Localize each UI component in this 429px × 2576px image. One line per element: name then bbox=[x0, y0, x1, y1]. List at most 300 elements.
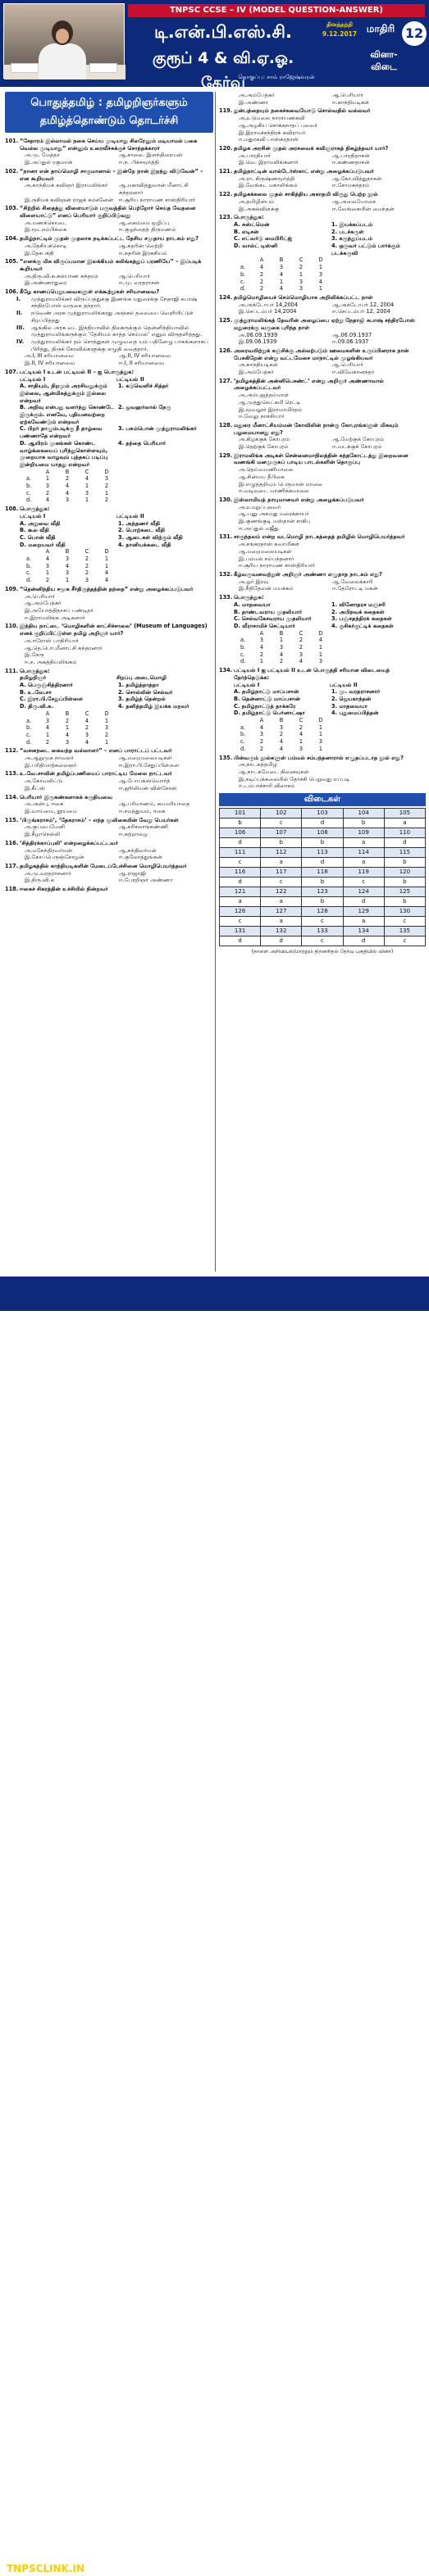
match-right: 2. பொற்கடை வீதி bbox=[118, 527, 166, 534]
code-cell: C bbox=[299, 256, 303, 264]
answer-option: அ.மகேந்திரவர்மன் bbox=[25, 846, 73, 854]
code-cell: 4 bbox=[45, 497, 50, 504]
answer-key: d bbox=[220, 838, 261, 848]
answer-option: இ.அப்துல் ரகுமான் bbox=[25, 159, 73, 166]
question-number: 135. bbox=[219, 754, 233, 761]
answer-option: ஈ.ச. அகத்தியலிங்கம் bbox=[25, 658, 77, 665]
option-grid bbox=[5, 220, 213, 234]
question-block bbox=[5, 168, 213, 204]
question-stem bbox=[5, 205, 213, 219]
question-text: கீழ்வருவனவற்றுள் அறிஞர் அண்ணா எழுதாத நாடகம் எது? bbox=[234, 571, 382, 578]
section-heading bbox=[5, 92, 213, 133]
answer-number-row bbox=[220, 927, 426, 937]
question-number: 130. bbox=[219, 496, 233, 503]
code-row bbox=[240, 264, 331, 271]
code-cell: 4 bbox=[279, 745, 284, 752]
code-cell: 4 bbox=[84, 475, 89, 483]
code-cell: 1 bbox=[279, 278, 284, 285]
answer-key-row bbox=[220, 858, 426, 868]
answer-option: அ.கோவலிட்டு bbox=[25, 778, 62, 785]
answers-note: (நாளை அறிவியல்/மாற்றும் திறனறிதல் தேர்வு பகுதியில் வினா) bbox=[251, 949, 394, 955]
answer-key: b bbox=[302, 838, 343, 848]
answer-option: ஈ.தேரோட்டி மகன் bbox=[332, 585, 378, 592]
option-grid bbox=[5, 152, 213, 166]
code-row bbox=[26, 569, 116, 577]
code-cell: c. bbox=[240, 738, 245, 746]
question-text: தமிழகத்தில் காந்தியடிகளின் மேடைப்பேச்சினை மொழிபெயர்த்தவர் bbox=[20, 862, 187, 869]
question-block bbox=[219, 317, 426, 346]
question-text: அரைவயிற்றுக் கஞ்சிக்கு அல்லற்படும் ஊமைகளின் உருப்பினராக நான் பேசுகிறேன் என்று வட்டமேசை மாநாட்டில் முழங்கியவர் bbox=[234, 347, 409, 361]
code-cell: 1 bbox=[318, 651, 323, 658]
answer-option: இ.நீதிதேவன் மயக்கம் bbox=[239, 585, 294, 592]
code-cell: d. bbox=[240, 745, 246, 752]
question-number: 131. bbox=[219, 533, 233, 541]
answer-option: இ.09.06.1939 bbox=[239, 338, 277, 346]
code-row bbox=[240, 256, 331, 264]
question-stem bbox=[5, 586, 213, 593]
answer-option: ஆ.முத்துலெட்சுமி ரெட்டி bbox=[239, 398, 301, 406]
answer-option: ஆ.நந்திவர்மன் bbox=[119, 846, 157, 854]
code-cell: 3 bbox=[84, 577, 89, 584]
match-header bbox=[5, 376, 213, 383]
answer-option: அ.அன்பு, ஈகை bbox=[25, 800, 64, 808]
match-row bbox=[5, 404, 213, 425]
code-cell: 4 bbox=[45, 556, 50, 563]
answer-option: ஈ.காந்தியடிகள் bbox=[332, 98, 370, 106]
code-cell: 2 bbox=[65, 475, 70, 483]
code-cell bbox=[240, 717, 252, 724]
match-row bbox=[5, 440, 213, 469]
match-left: B. தென்னாட்டு மாப்பசான் bbox=[234, 695, 300, 702]
option-list bbox=[219, 115, 426, 143]
answer-number: 111 bbox=[220, 848, 261, 858]
answer-option: ஆ.நாடகமேடை நினைவுகள் bbox=[239, 768, 309, 775]
code-table bbox=[240, 717, 331, 753]
code-cell: 1 bbox=[279, 637, 284, 644]
match-header-list1: பட்டியல் I bbox=[20, 512, 46, 519]
question-number: 122. bbox=[219, 191, 233, 198]
match-header-list2: பட்டியல் II bbox=[116, 375, 144, 383]
code-cell: 1 bbox=[65, 577, 70, 584]
answer-option: அ.மு.வரதராசனார் bbox=[25, 869, 71, 877]
header-banner bbox=[0, 0, 429, 92]
code-table bbox=[240, 630, 331, 666]
question-stem bbox=[219, 497, 426, 504]
answer-number: 112 bbox=[261, 848, 302, 858]
answer-key: c bbox=[261, 819, 302, 828]
answer-number: 124 bbox=[343, 887, 384, 897]
option-grid bbox=[219, 152, 426, 166]
answer-option: ஆ.கைம்மை ஒழிப்பு bbox=[119, 219, 170, 226]
question-block bbox=[219, 168, 426, 189]
option-grid bbox=[5, 800, 213, 814]
answer-option: அ.அம்பேத்கர் bbox=[239, 92, 275, 98]
match-right: 4. தந்தை பெரியார் bbox=[118, 439, 167, 447]
answer-option: ஆ.மகாவித்துவான் மீனாட்சி சுந்தரனார் bbox=[119, 182, 189, 196]
option-grid bbox=[5, 870, 213, 884]
match-row bbox=[219, 696, 426, 703]
question-number: 125. bbox=[219, 317, 233, 324]
option-grid bbox=[5, 352, 213, 366]
question-number: 108. bbox=[5, 506, 19, 513]
answer-option: இ.பரிதிமாற்கலைஞர் bbox=[25, 761, 77, 769]
code-cell: 2 bbox=[45, 738, 50, 746]
answer-option: அ.ஆறுமுக நாவலர் bbox=[25, 755, 74, 762]
option-grid bbox=[5, 778, 213, 791]
section-title-line1: பொதுத்தமிழ் : தமிழறிஞர்களும் bbox=[30, 97, 188, 109]
answer-option: ஈ.கற்றாழை bbox=[119, 831, 148, 838]
code-cell: 3 bbox=[299, 278, 303, 285]
answer-number: 103 bbox=[302, 809, 343, 819]
code-cell: 2 bbox=[104, 497, 109, 504]
answer-option: ஈ.அப்துல் மஜீது bbox=[239, 524, 279, 532]
match-row bbox=[5, 696, 213, 703]
match-right: 4. புதுமைப்பித்தன் bbox=[331, 710, 379, 717]
match-left: B. அறிவு என்பது வளர்ந்து கொண்டே இருக்கும். எனவே, புதியனவற்றை ஏற்கவேண்டும் என்றவர் bbox=[20, 404, 114, 425]
code-cell: B bbox=[279, 256, 284, 264]
code-cell: 1 bbox=[84, 497, 89, 504]
answer-option: அ.மணக்கொடை bbox=[25, 219, 67, 226]
code-cell: 3 bbox=[84, 731, 89, 738]
match-header-list1: பட்டியல் I bbox=[20, 375, 46, 383]
match-header-list2: பட்டியல் II bbox=[116, 512, 144, 519]
answer-option: அ.06.09.1939 bbox=[239, 331, 278, 338]
statement-text: ஆங்கில அரசு வட இந்தியாவில் திலகருக்கும் தென்னிந்தியாவில் முத்துராமலிங்கருக்கும் ‘தேசியம் காத்த செம்மல்’ எனும் விருதளித்தது. bbox=[31, 324, 203, 338]
answer-option: இ.அம்பேத்கர் bbox=[239, 369, 274, 376]
question-block bbox=[5, 770, 213, 791]
code-cell: D bbox=[104, 468, 109, 475]
question-stem bbox=[5, 886, 213, 893]
answer-key: b bbox=[220, 819, 261, 828]
code-cell: 3 bbox=[318, 658, 323, 665]
answer-option: ஈ.I, II சரியானவை bbox=[119, 360, 165, 367]
statement-roman: II. bbox=[16, 310, 23, 317]
question-text: “நானா என் தாய்மொழி சாகுமானால் – இன்றே நான் இறந்து விடுவேன்” – என கூறியவர் bbox=[20, 167, 203, 182]
code-cell: 1 bbox=[259, 658, 264, 665]
match-left: D. வால்ட் டிஸ்னி bbox=[234, 243, 278, 250]
q118-options bbox=[219, 92, 426, 106]
question-text: ‘சித்திரக்காப்புலி’ என்றழைக்கப்பட்டவர் bbox=[20, 839, 119, 846]
answer-number: 115 bbox=[384, 848, 425, 858]
answer-key: b bbox=[384, 858, 425, 868]
question-number: 101. bbox=[5, 138, 19, 144]
question-text: இராமலிங்க அடிகள் சென்னைமாநிலத்தின் கந்தகோட்டத்து இறைவனை வணங்கி மனமுருகப் பாடிய பாடல்களின் தொகுப்பு bbox=[234, 451, 408, 466]
question-block bbox=[5, 863, 213, 884]
code-row bbox=[26, 732, 116, 739]
answer-option: ஆ.பனு அகமது மரைக்காயர் bbox=[239, 510, 309, 518]
question-stem bbox=[219, 755, 426, 762]
answer-option: அ.நாடகத்தமிழ் bbox=[239, 761, 277, 769]
compiler-credit: தொகுப்பு: சாம் ராஜேஷ்வரன் bbox=[238, 74, 315, 80]
match-right: 3. ஆடைகள் விற்கும் வீதி bbox=[118, 533, 183, 541]
qa-label: வினா-விடை bbox=[370, 49, 398, 72]
answer-option: ஆ.கரிசலாங்கண்ணி bbox=[119, 823, 169, 831]
code-cell: 3 bbox=[65, 738, 70, 746]
answer-number: 110 bbox=[384, 828, 425, 838]
match-row bbox=[219, 623, 426, 630]
question-block bbox=[5, 369, 213, 504]
match-row bbox=[5, 703, 213, 710]
code-cell: 3 bbox=[299, 651, 303, 658]
answer-option: ஈ.09.06.1937 bbox=[332, 338, 369, 346]
answer-number: 128 bbox=[302, 907, 343, 917]
match-right: 3. தமிழ்த் தென்றல் bbox=[118, 696, 166, 703]
match-left: B. தாண்டவராய முதலியார் bbox=[234, 608, 303, 615]
answer-key: d bbox=[261, 937, 302, 946]
match-row bbox=[219, 235, 426, 243]
code-cell bbox=[26, 548, 38, 556]
question-stem bbox=[219, 214, 426, 221]
match-header bbox=[5, 674, 213, 682]
answer-key: c bbox=[384, 937, 425, 946]
code-cell: 4 bbox=[104, 569, 109, 577]
code-row bbox=[26, 718, 116, 725]
answer-option: ஆ.பரிமாணம், சுயமரியாதை bbox=[119, 800, 190, 808]
answer-key: b bbox=[343, 819, 384, 828]
answer-option: அ.தேசியக்கொடி bbox=[25, 242, 67, 249]
code-cell: d. bbox=[26, 497, 32, 504]
question-number: 126. bbox=[219, 347, 233, 354]
answer-number: 108 bbox=[302, 828, 343, 838]
code-cell: c. bbox=[240, 278, 245, 285]
question-text: தமிழகக்கலை முதல் சாகித்திய அகாதமி விருது பெற்ற நூல் bbox=[234, 191, 378, 198]
answer-number: 123 bbox=[302, 887, 343, 897]
match-left: D. ஆயிரம் முகங்கள் கொண்ட வாழ்க்கையைப் புரிந்துகொள்ளவும், முறையாக வாழவும் புத்தகப் படிப்பு இன்றியமை யாதது என்றவர் bbox=[20, 439, 108, 468]
code-cell: C bbox=[84, 710, 89, 717]
statement-row bbox=[5, 296, 213, 310]
footer-bar bbox=[0, 1277, 429, 2574]
code-row bbox=[240, 285, 331, 293]
answer-option: இ.தேசபக்தி bbox=[25, 249, 54, 256]
answer-key-row bbox=[220, 917, 426, 927]
answer-option: இ.மூவலூர் இராமாமிர்தம் bbox=[239, 406, 303, 413]
question-text: பெரியார் இருகண்களாகக் கருதியவை bbox=[20, 793, 113, 800]
code-cell: 3 bbox=[104, 475, 109, 483]
answer-key: d bbox=[220, 878, 261, 887]
question-text: பட்டியல் I ஐ பட்டியல் II உடன் பொருத்தி சரியான விடையைத் தேர்ந்தெடுக்க: bbox=[234, 667, 390, 681]
code-cell: 3 bbox=[84, 489, 89, 497]
question-stem bbox=[5, 506, 213, 513]
answer-option: ஆ.பெரியார் bbox=[332, 361, 363, 369]
answer-option: இ.வேங்கட மகாலிங்கம் bbox=[239, 182, 298, 189]
site-link[interactable]: TNPSCLINK.IN bbox=[7, 2563, 84, 2574]
question-number: 113. bbox=[5, 770, 19, 778]
code-cell: 2 bbox=[84, 556, 89, 563]
code-cell: a. bbox=[26, 556, 32, 563]
answer-option: அ.அக்டோபர் 14,2004 bbox=[239, 301, 299, 308]
answer-key: a bbox=[343, 917, 384, 927]
match-right: 2. அபிநவக் கதைகள் bbox=[331, 608, 385, 615]
question-text: பட்டியல் I உடன் பட்டியல் II – ஐ பொருத்துக: bbox=[20, 368, 135, 375]
answer-option: ஈ.வடிவுடை மாணிக்கமாலை bbox=[239, 488, 309, 495]
code-cell: 2 bbox=[45, 489, 50, 497]
question-stem bbox=[5, 258, 213, 272]
question-text: தமிழக அரசின் முதல் அரசவைக் கவிஞராகத் திகழ்ந்தவர் யார்? bbox=[234, 144, 389, 152]
code-cell: B bbox=[279, 629, 284, 637]
match-right: 4. குசிகர்குட்டிக் கதைகள் bbox=[331, 622, 394, 629]
code-cell bbox=[240, 256, 252, 264]
match-row bbox=[219, 229, 426, 236]
question-stem bbox=[219, 594, 426, 601]
answer-option: அ.காந்திமக் கவிஞர் இராமலிங்கர் bbox=[25, 182, 108, 189]
statement-row bbox=[5, 324, 213, 338]
code-cell: 2 bbox=[259, 745, 264, 752]
code-row bbox=[240, 630, 331, 637]
question-number: 109. bbox=[5, 585, 19, 592]
code-cell: 1 bbox=[104, 489, 109, 497]
question-text: மதுரை மீனாட்சியம்மன் கோவிலின் நான்கு கோபுரங்களுள் மிகவும் பழமையானது எது? bbox=[234, 421, 399, 436]
code-row bbox=[240, 651, 331, 659]
code-cell: 4 bbox=[259, 644, 264, 651]
match-row bbox=[5, 383, 213, 404]
question-text: “எனக்கு மிக விருப்பமான இலக்கியம் கலிங்கத்துப் பரணியே” – இப்படிக் கூறியவர் bbox=[20, 258, 202, 272]
answer-option: இ.நடிப்புக்கலையில் தேர்ச்சி பெறுவது எப்படி bbox=[239, 775, 350, 782]
answer-number: 135 bbox=[384, 927, 425, 937]
question-text: இஸ்லாமியத் தாயுமானவர் என்று அழைக்கப்படுபவர் bbox=[234, 496, 364, 503]
question-number: 116. bbox=[5, 839, 19, 846]
answer-option: ஆ.அலையோசை bbox=[332, 197, 377, 205]
code-cell: b. bbox=[26, 483, 32, 490]
answer-option: இ.திரு.வி.க bbox=[25, 877, 54, 884]
answer-option: இ.கீழாநெல்லி bbox=[25, 831, 61, 838]
statement-text: நடுவண் அரசு முத்துராமலிங்கரது அஞ்சல் தலையை வெளியிட்டுச் சிறப்பித்தது bbox=[31, 310, 194, 324]
code-cell: 2 bbox=[259, 270, 264, 278]
option-list bbox=[219, 761, 426, 790]
code-row bbox=[26, 563, 116, 570]
option-grid bbox=[219, 578, 426, 592]
code-cell: d. bbox=[26, 738, 32, 746]
code-cell: 3 bbox=[45, 483, 50, 490]
question-stem bbox=[5, 863, 213, 870]
question-stem bbox=[5, 817, 213, 824]
answer-number-row bbox=[220, 828, 426, 838]
answer-key: c bbox=[384, 917, 425, 927]
answer-key: a bbox=[384, 819, 425, 828]
code-cell: c. bbox=[240, 651, 245, 658]
answer-number: 130 bbox=[384, 907, 425, 917]
question-stem bbox=[5, 288, 213, 296]
code-cell: 4 bbox=[84, 738, 89, 746]
code-cell: b. bbox=[26, 562, 32, 569]
question-stem bbox=[219, 571, 426, 578]
code-cell: 4 bbox=[279, 285, 284, 293]
code-cell: A bbox=[259, 717, 264, 724]
question-text: பொருத்துக: bbox=[234, 594, 264, 601]
match-row bbox=[219, 703, 426, 710]
answer-option: ஆ.சின்மய தீபிகை bbox=[239, 473, 285, 480]
column-divider bbox=[215, 92, 216, 1272]
question-block bbox=[5, 586, 213, 622]
question-stem bbox=[5, 168, 213, 182]
answer-key: c bbox=[343, 878, 384, 887]
question-number: 104. bbox=[5, 235, 19, 243]
question-stem bbox=[219, 347, 426, 361]
match-left: B. உ.வே.சா bbox=[20, 688, 52, 696]
answer-option: அ.I, III சரியானவை bbox=[25, 352, 74, 360]
statement-roman: IV. bbox=[16, 338, 25, 345]
question-number: 121. bbox=[219, 168, 233, 175]
option-list bbox=[5, 593, 213, 622]
match-right: 1. தமிழ்த்தாத்தா bbox=[118, 682, 159, 689]
answer-key: b bbox=[261, 838, 302, 848]
question-block bbox=[5, 886, 213, 893]
option-list bbox=[219, 466, 426, 495]
code-cell: 4 bbox=[318, 637, 323, 644]
answer-number: 133 bbox=[302, 927, 343, 937]
match-right: 4. தனித்தமிழ் இயக்க மறவர் bbox=[118, 703, 189, 710]
match-left: A. தமிழ்நாட்டு மாப்பசான் bbox=[234, 688, 299, 696]
answer-number: 120 bbox=[384, 868, 425, 878]
match-right: 2. படச்சுருள் bbox=[331, 228, 364, 235]
question-stem bbox=[219, 317, 426, 331]
answer-option: ஈ.டம்பாச்சாரி விலாசம் bbox=[239, 782, 295, 790]
option-grid bbox=[5, 273, 213, 287]
question-block bbox=[219, 497, 426, 533]
code-cell: b. bbox=[240, 644, 246, 651]
question-text: பொருத்துக: bbox=[20, 506, 50, 513]
answer-option: இ.பம்மல் சம்பந்தனார் bbox=[239, 555, 294, 562]
question-number: 117. bbox=[5, 862, 19, 869]
answer-option: இ.அண்ணா bbox=[239, 98, 269, 106]
match-left: C. தமிழ்நாட்டுத் தாக்கரே bbox=[234, 702, 296, 710]
question-stem bbox=[5, 235, 213, 243]
code-cell: 1 bbox=[299, 738, 303, 746]
answer-option: ஈ.இரா.பி.சேதுப்பிள்ளை bbox=[119, 761, 180, 769]
code-cell: A bbox=[45, 548, 50, 556]
code-cell: C bbox=[84, 548, 89, 556]
code-cell: a. bbox=[240, 723, 246, 731]
question-block bbox=[219, 294, 426, 315]
match-right: 3. மாதவையா bbox=[331, 702, 368, 710]
answer-option: ஈ.செப்டம்பர் 12, 2004 bbox=[332, 308, 390, 315]
left-column bbox=[5, 138, 213, 1272]
code-cell: 3 bbox=[65, 556, 70, 563]
code-cell: 1 bbox=[65, 724, 70, 732]
question-block bbox=[219, 378, 426, 420]
answer-option: இ.வாய்மை, தூய்மை bbox=[25, 807, 77, 814]
question-number: 133. bbox=[219, 594, 233, 601]
match-row bbox=[5, 425, 213, 439]
answer-key: a bbox=[220, 897, 261, 907]
answer-option: ஆ.போப்க்ஸ்வொர்த் bbox=[119, 778, 171, 785]
code-cell: 3 bbox=[104, 724, 109, 732]
statement-row bbox=[5, 338, 213, 352]
match-left: A. பெருஞ்சித்திரனார் bbox=[20, 682, 73, 689]
match-left: D. மறையவர் வீதி bbox=[20, 541, 66, 548]
match-right: 3. பசும்பொன் முத்துராமலிங்கர் bbox=[118, 425, 197, 433]
answer-option: ஈ.விவேகானந்தர் bbox=[332, 369, 375, 376]
option-grid bbox=[219, 302, 426, 315]
code-cell: 2 bbox=[259, 738, 264, 746]
code-cell: a. bbox=[240, 264, 246, 271]
answer-number: 117 bbox=[261, 868, 302, 878]
question-text: பொருத்துக: bbox=[20, 667, 50, 674]
header-title-line1: டி.என்.பி.எஸ்.சி. bbox=[154, 22, 292, 42]
match-right: 3. பஞ்சதந்திரக் கதைகள் bbox=[331, 615, 392, 623]
match-left: C. செல்வகேசவராய முதலியார் bbox=[234, 615, 312, 623]
code-cell: 2 bbox=[299, 637, 303, 644]
code-cell: 4 bbox=[65, 731, 70, 738]
answer-option: இ.மூடநம்பிக்கை bbox=[25, 226, 67, 234]
code-cell: b. bbox=[240, 731, 246, 738]
match-right: 2. ஜெயகாந்தன் bbox=[331, 695, 372, 702]
answer-key: d bbox=[302, 858, 343, 868]
answer-option: ஈ.வடக்குக் கோபுரம் bbox=[332, 443, 382, 451]
match-right: 3. கருத்துப்படம் bbox=[331, 235, 373, 243]
question-number: 132. bbox=[219, 571, 233, 578]
code-cell: 3 bbox=[279, 723, 284, 731]
answer-key-row bbox=[220, 878, 426, 887]
